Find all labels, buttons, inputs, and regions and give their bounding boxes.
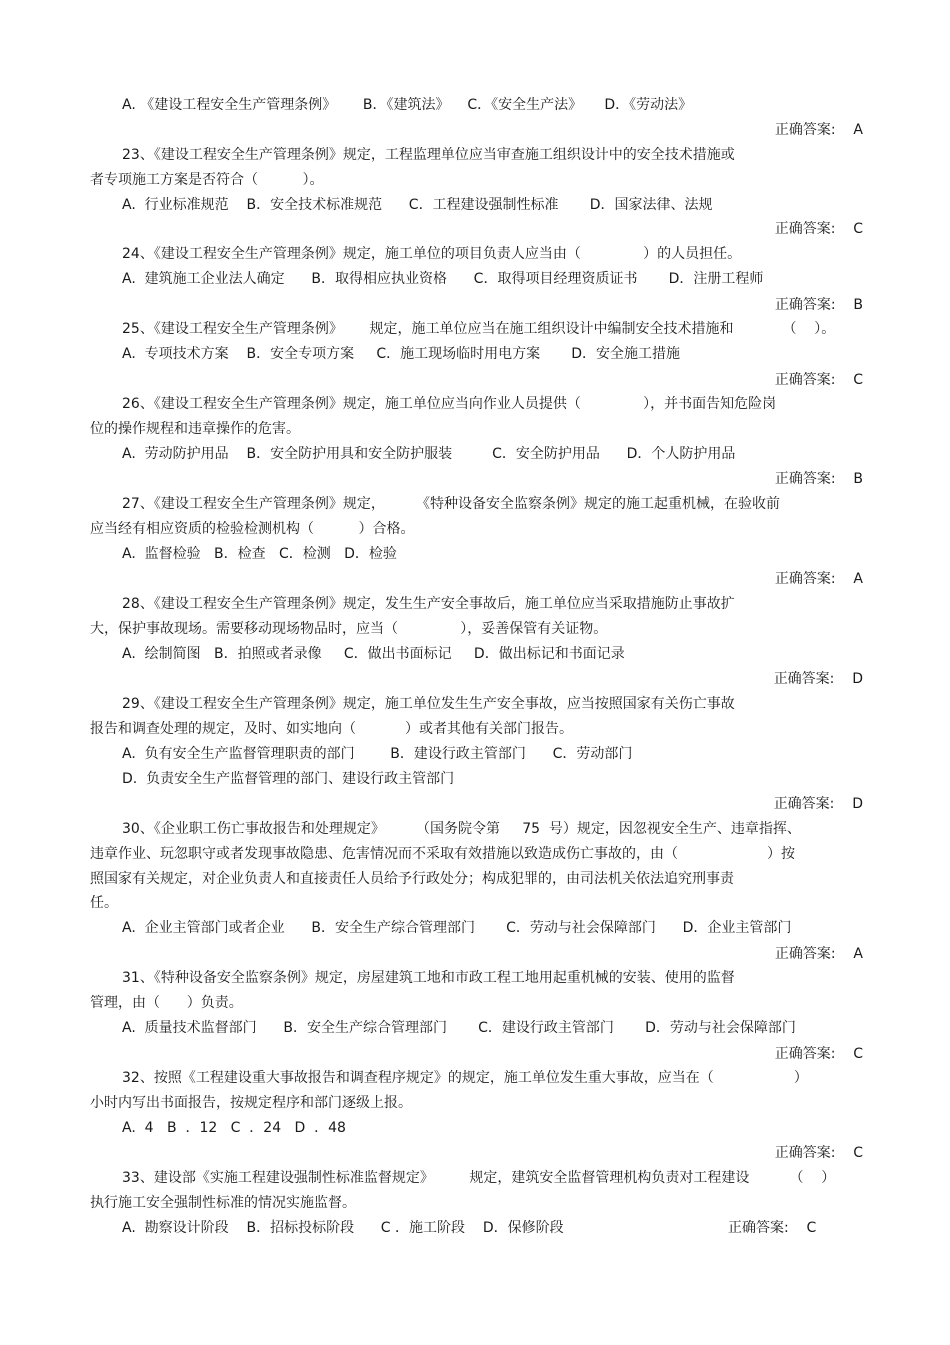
q22-answer: 正确答案: A [774, 122, 863, 138]
q29-options2: D. 负责安全生产监督管理的部门、建设行政主管部门 [122, 771, 455, 787]
q28-line2: 大，保护事故现场。需要移动现场物品时，应当（ ），妥善保管有关证物。 [90, 621, 608, 637]
q29-options1: A. 负有安全生产监督管理职责的部门 B．建设行政主管部门 C．劳动部门 [122, 746, 633, 762]
q24-line1: 24、《建设工程安全生产管理条例》规定，施工单位的项目负责人应当由（ ）的人员担任。 [122, 246, 742, 262]
q29-line2: 报告和调查处理的规定，及时、如实地向（ ）或者其他有关部门报告。 [90, 721, 573, 737]
q23-answer: 正确答案: C [774, 221, 863, 237]
q31-line2: 管理，由（ ）负责。 [90, 995, 243, 1011]
q26-line2: 位的操作规程和违章操作的危害。 [90, 421, 300, 437]
q24-answer: 正确答案: B [774, 297, 863, 313]
q26-line1: 26、《建设工程安全生产管理条例》规定，施工单位应当向作业人员提供（ ），并书面告知危险岗 [122, 396, 777, 412]
q31-answer: 正确答案: C [774, 1046, 863, 1062]
q32-line2: 小时内写出书面报告，按规定程序和部门逐级上报。 [90, 1095, 412, 1111]
q27-line1: 27、《建设工程安全生产管理条例》规定， 《特种设备安全监察条例》规定的施工起重机械，在验收前 [122, 496, 780, 512]
q25-answer: 正确答案: C [774, 372, 863, 388]
q33-line1: 33、建设部《实施工程建设强制性标准监督规定》 规定，建筑安全监督管理机构负责对工程建设 （ ） [122, 1170, 836, 1186]
q30-options: A. 企业主管部门或者企业 B．安全生产综合管理部门 C．劳动与社会保障部门 D．企业主管部门 [122, 920, 792, 936]
q29-answer: 正确答案: D [773, 796, 863, 812]
q33-line2: 执行施工安全强制性标准的情况实施监督。 [90, 1195, 356, 1211]
q30-line4: 任。 [90, 895, 118, 911]
q25-options: A. 专项技术方案 B．安全专项方案 C．施工现场临时用电方案 D．安全施工措施 [122, 346, 681, 362]
q33-options: A. 勘察设计阶段 B．招标投标阶段 C ．施工阶段 D．保修阶段 [122, 1220, 564, 1236]
q30-line2: 违章作业、玩忽职守或者发现事故隐患、危害情况而不采取有效措施以致造成伤亡事故的，由（ ）按 [90, 846, 796, 862]
q22-options: A. 《建设工程安全生产管理条例》 B．《建筑法》 C．《安全生产法》 D．《劳动法》 [122, 97, 693, 113]
q23-line2: 者专项施工方案是否符合（ ）。 [90, 172, 324, 188]
q28-line1: 28、《建设工程安全生产管理条例》规定，发生生产安全事故后，施工单位应当采取措施防止事故扩 [122, 596, 735, 612]
q30-line3: 照国家有关规定，对企业负责人和直接责任人员给予行政处分；构成犯罪的，由司法机关依法追究刑事责 [90, 871, 734, 887]
q25-line1: 25、《建设工程安全生产管理条例》 规定，施工单位应当在施工组织设计中编制安全技术措施和 （ ）。 [122, 321, 836, 337]
q28-answer: 正确答案: D [773, 671, 863, 687]
q30-answer: 正确答案: A [774, 946, 863, 962]
q23-options: A. 行业标准规范 B．安全技术标准规范 C．工程建设强制性标准 D．国家法律、法规 [122, 197, 713, 213]
q33-answer: 正确答案: C [728, 1220, 817, 1236]
q24-options: A. 建筑施工企业法人确定 B．取得相应执业资格 C．取得项目经理资质证书 D．注册工程师 [122, 271, 764, 287]
q32-line1: 32、按照《工程建设重大事故报告和调查程序规定》的规定，施工单位发生重大事故，应当在（ ） [122, 1070, 808, 1086]
q28-options: A. 绘制简图 B．拍照或者录像 C．做出书面标记 D．做出标记和书面记录 [122, 646, 625, 662]
q26-options: A. 劳动防护用品 B．安全防护用具和安全防护服装 C．安全防护用品 D．个人防护用品 [122, 446, 736, 462]
q32-answer: 正确答案: C [774, 1145, 863, 1161]
q31-options: A. 质量技术监督部门 B．安全生产综合管理部门 C．建设行政主管部门 D．劳动与社会保障部门 [122, 1020, 796, 1036]
q27-answer: 正确答案: A [774, 571, 863, 587]
q30-line1: 30、《企业职工伤亡事故报告和处理规定》 （国务院令第 75 号）规定，因忽视安全生产、违章指挥、 [122, 821, 801, 837]
q27-options: A. 监督检验 B．检查 C．检测 D．检验 [122, 546, 397, 562]
q29-line1: 29、《建设工程安全生产管理条例》规定，施工单位发生生产安全事故，应当按照国家有关伤亡事故 [122, 696, 735, 712]
q26-answer: 正确答案: B [774, 471, 863, 487]
q27-line2: 应当经有相应资质的检验检测机构（ ）合格。 [90, 521, 415, 537]
q23-line1: 23、《建设工程安全生产管理条例》规定，工程监理单位应当审查施工组织设计中的安全技术措施或 [122, 147, 735, 163]
q31-line1: 31、《特种设备安全监察条例》规定，房屋建筑工地和市政工程工地用起重机械的安装、使用的监督 [122, 970, 735, 986]
q32-options: A. 4 B ．12 C ．24 D ．48 [122, 1120, 346, 1136]
